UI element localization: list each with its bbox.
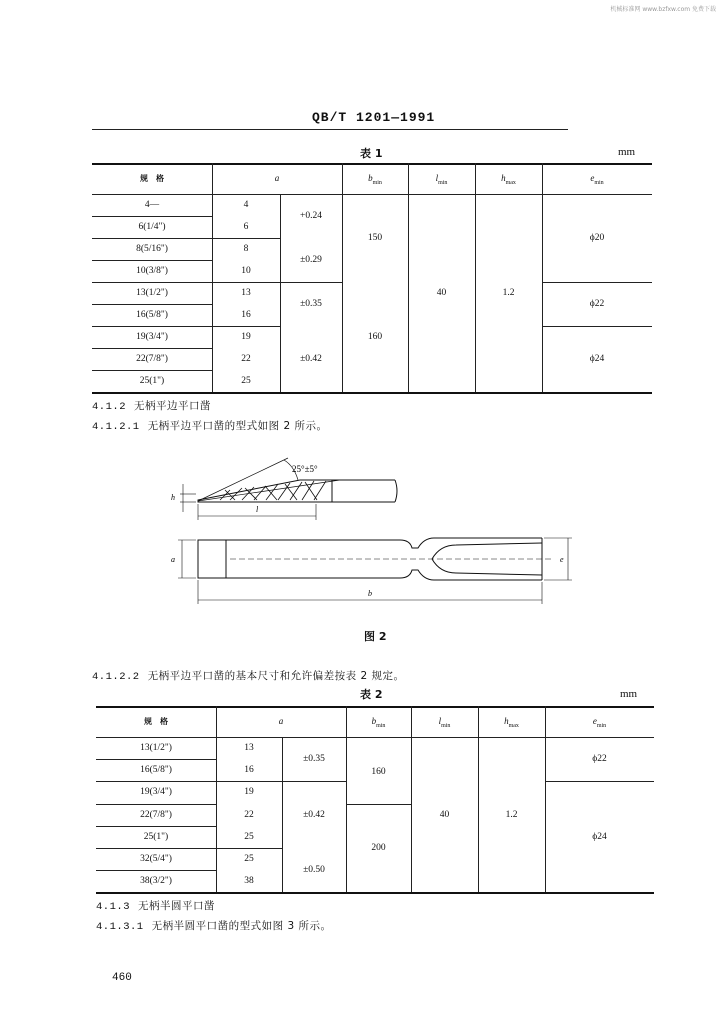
- table-cell: ±0.50: [303, 865, 325, 875]
- table-cell: +0.24: [300, 211, 322, 221]
- t1-header-l: $l_{min}$: [435, 173, 448, 186]
- t2-header-l: $l_{min}$: [438, 716, 451, 729]
- table-cell: ϕ24: [589, 354, 605, 364]
- table-cell: 40: [439, 810, 450, 820]
- table-cell: ±0.29: [300, 255, 322, 265]
- table-cell: 16: [244, 765, 254, 775]
- table-cell: ±0.35: [300, 299, 322, 309]
- t1-header-e: $e_{min}$: [590, 173, 604, 186]
- table-cell: 13: [244, 743, 254, 753]
- section-4-1-3-1: 4.1.3.1 无柄半圆平口凿的型式如图 3 所示。: [96, 920, 332, 933]
- table-cell: 19: [241, 332, 251, 342]
- figure-2-caption: 图 2: [364, 630, 387, 643]
- section-4-1-2-2: 4.1.2.2 无柄平边平口凿的基本尺寸和允许偏差按表 2 规定。: [92, 670, 405, 683]
- dim-h-label: h: [171, 493, 175, 502]
- table-cell: 32(5/4"): [140, 854, 172, 864]
- table-cell: 13: [241, 288, 251, 298]
- table-cell: 22: [241, 354, 251, 364]
- dim-b-label: b: [368, 589, 372, 598]
- table-cell: 160: [367, 332, 383, 342]
- t2-header-h: $h_{max}$: [504, 716, 519, 729]
- table-cell: ϕ22: [589, 299, 605, 309]
- dim-l-label: l: [256, 505, 259, 514]
- table-cell: 19(3/4"): [136, 332, 168, 342]
- table-cell: 6: [243, 222, 249, 232]
- table-2-title: 表 2: [360, 688, 383, 701]
- dim-a-label: a: [171, 555, 175, 564]
- table-cell: 6(1/4"): [138, 222, 166, 232]
- table-cell: ±0.42: [303, 810, 325, 820]
- table-1-unit: mm: [618, 146, 636, 158]
- table-cell: 22(7/8"): [136, 354, 168, 364]
- standard-code: QB/T 1201—1991: [312, 110, 436, 125]
- table-cell: 150: [367, 233, 383, 243]
- table-cell: ±0.35: [303, 754, 325, 764]
- table-cell: 10: [241, 266, 251, 276]
- table-cell: 1.2: [502, 288, 515, 298]
- table-cell: 38: [244, 876, 254, 886]
- section-4-1-2: 4.1.2 无柄平边平口凿: [92, 400, 212, 413]
- table-cell: ϕ22: [592, 754, 607, 764]
- table-cell: 200: [371, 843, 386, 853]
- page-number: 460: [112, 972, 132, 984]
- table-cell: 19(3/4"): [140, 787, 172, 797]
- table-2-unit: mm: [620, 688, 638, 700]
- t1-header-spec: 规 格: [140, 174, 164, 183]
- table-cell: 4—: [144, 200, 160, 210]
- table-cell: 13(1/2"): [136, 288, 168, 298]
- header-rule: [92, 129, 568, 130]
- table-cell: ϕ20: [589, 233, 605, 243]
- table-cell: 19: [244, 787, 254, 797]
- table-cell: 8: [243, 244, 249, 254]
- table-cell: 38(3/2"): [140, 876, 172, 886]
- table-cell: 16(5/8"): [140, 765, 172, 775]
- figure-2-drawing: [160, 450, 580, 610]
- table-cell: ϕ24: [592, 832, 607, 842]
- watermark: 机械标准网 www.bzfxw.com 免费下载: [610, 6, 716, 13]
- table-cell: 16: [241, 310, 251, 320]
- table-cell: 25: [241, 376, 251, 386]
- t2-header-spec: 规 格: [144, 717, 168, 726]
- t1-header-h: $h_{max}$: [501, 173, 516, 186]
- t2-header-b: $b_{min}$: [371, 716, 386, 729]
- table-cell: 25(1"): [139, 376, 165, 386]
- table-cell: ±0.42: [300, 354, 322, 364]
- t2-header-a: a: [278, 716, 284, 726]
- table-cell: 16(5/8"): [136, 310, 168, 320]
- table-cell: 40: [436, 288, 447, 298]
- dim-e-label: e: [560, 555, 564, 564]
- t2-header-e: $e_{min}$: [592, 716, 607, 729]
- table-1-title: 表 1: [360, 147, 383, 160]
- section-4-1-2-1: 4.1.2.1 无柄平边平口凿的型式如图 2 所示。: [92, 420, 328, 433]
- table-cell: 25: [244, 832, 254, 842]
- t1-header-b: $b_{min}$: [368, 173, 382, 186]
- table-cell: 22(7/8"): [140, 810, 172, 820]
- table-cell: 160: [371, 767, 386, 777]
- table-cell: 10(3/8"): [136, 266, 168, 276]
- table-cell: 25(1"): [143, 832, 169, 842]
- table-cell: 22: [244, 810, 254, 820]
- section-4-1-3: 4.1.3 无柄半圆平口凿: [96, 900, 216, 913]
- table-cell: 4: [243, 200, 249, 210]
- table-cell: 13(1/2"): [140, 743, 172, 753]
- angle-label: 25°±5°: [292, 464, 318, 474]
- t1-header-a: a: [274, 173, 280, 183]
- table-cell: 25: [244, 854, 254, 864]
- table-cell: 1.2: [505, 810, 518, 820]
- table-cell: 8(5/16"): [136, 244, 168, 254]
